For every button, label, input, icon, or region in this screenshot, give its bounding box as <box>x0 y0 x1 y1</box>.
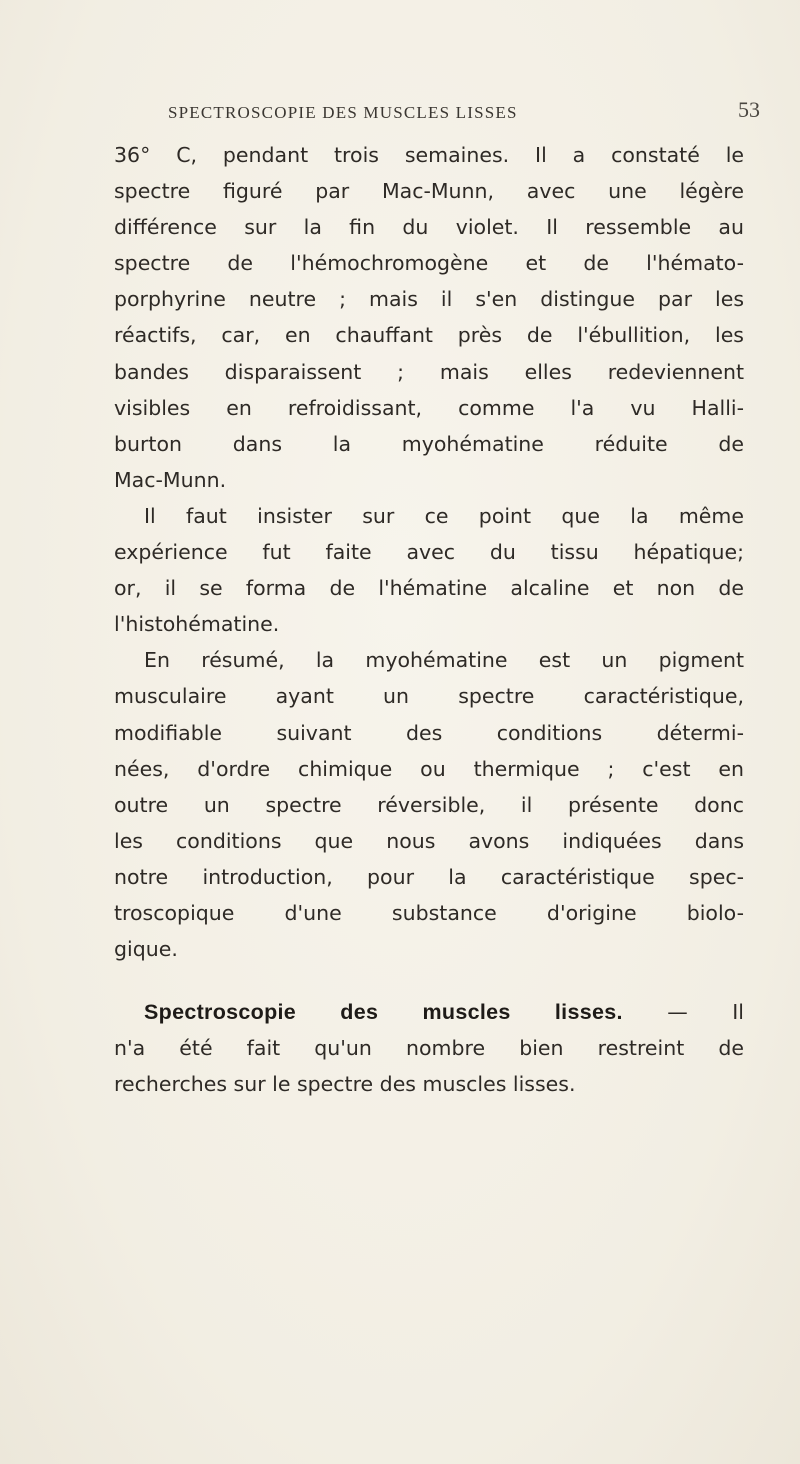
text-line: gique. <box>114 937 178 962</box>
text-line: l'histohématine. <box>114 612 280 637</box>
paragraph-3 <box>114 642 744 967</box>
paragraph-1 <box>114 137 744 498</box>
text-line: les conditions que nous avons indiquées dans <box>114 828 744 853</box>
page-number: 53 <box>738 97 760 122</box>
text-line: différence sur la fin du violet. Il ressemble au <box>114 215 744 240</box>
section-first-line-rest: — Il <box>667 1000 744 1025</box>
text-line: spectre de l'hémochromogène et de l'hémato- <box>114 251 744 276</box>
paragraph-2 <box>114 498 744 642</box>
text-line: porphyrine neutre ; mais il s'en distingue par les <box>114 287 744 312</box>
body-text <box>114 137 744 1102</box>
text-line: nées, d'ordre chimique ou thermique ; c'est en <box>114 756 744 781</box>
text-line: recherches sur le spectre des muscles lisses. <box>114 1072 576 1097</box>
section-smooth-muscles <box>114 994 744 1102</box>
text-line: n'a été fait qu'un nombre bien restreint de <box>114 1036 744 1061</box>
text-line: expérience fut faite avec du tissu hépatique; <box>114 540 744 565</box>
section-first-line <box>114 994 744 1030</box>
section-title: Spectroscopie des muscles lisses. <box>144 1000 623 1025</box>
text-line: Mac-Munn. <box>114 467 227 492</box>
text-line: réactifs, car, en chauffant près de l'ébullition, les <box>114 323 744 348</box>
text-line: musculaire ayant un spectre caractéristique, <box>114 684 744 709</box>
text-line: modifiable suivant des conditions détermi- <box>114 720 744 745</box>
text-line: burton dans la myohématine réduite de <box>114 431 744 456</box>
text-line: or, il se forma de l'hématine alcaline et non de <box>114 576 744 601</box>
running-header: SPECTROSCOPIE DES MUSCLES LISSES <box>168 103 518 122</box>
text-line: outre un spectre réversible, il présente donc <box>114 792 744 817</box>
text-line: troscopique d'une substance d'origine biolo- <box>114 900 744 925</box>
text-line: bandes disparaissent ; mais elles redeviennent <box>114 359 744 384</box>
text-line: notre introduction, pour la caractéristique spec- <box>114 864 744 889</box>
text-line: visibles en refroidissant, comme l'a vu Halli- <box>114 395 744 420</box>
text-line: spectre figuré par Mac-Munn, avec une légère <box>114 179 744 204</box>
text-line: Il faut insister sur ce point que la même <box>144 503 744 528</box>
section-spacer <box>114 967 744 994</box>
text-line: En résumé, la myohématine est un pigment <box>144 648 744 673</box>
text-line: 36° C, pendant trois semaines. Il a constaté le <box>114 143 744 167</box>
